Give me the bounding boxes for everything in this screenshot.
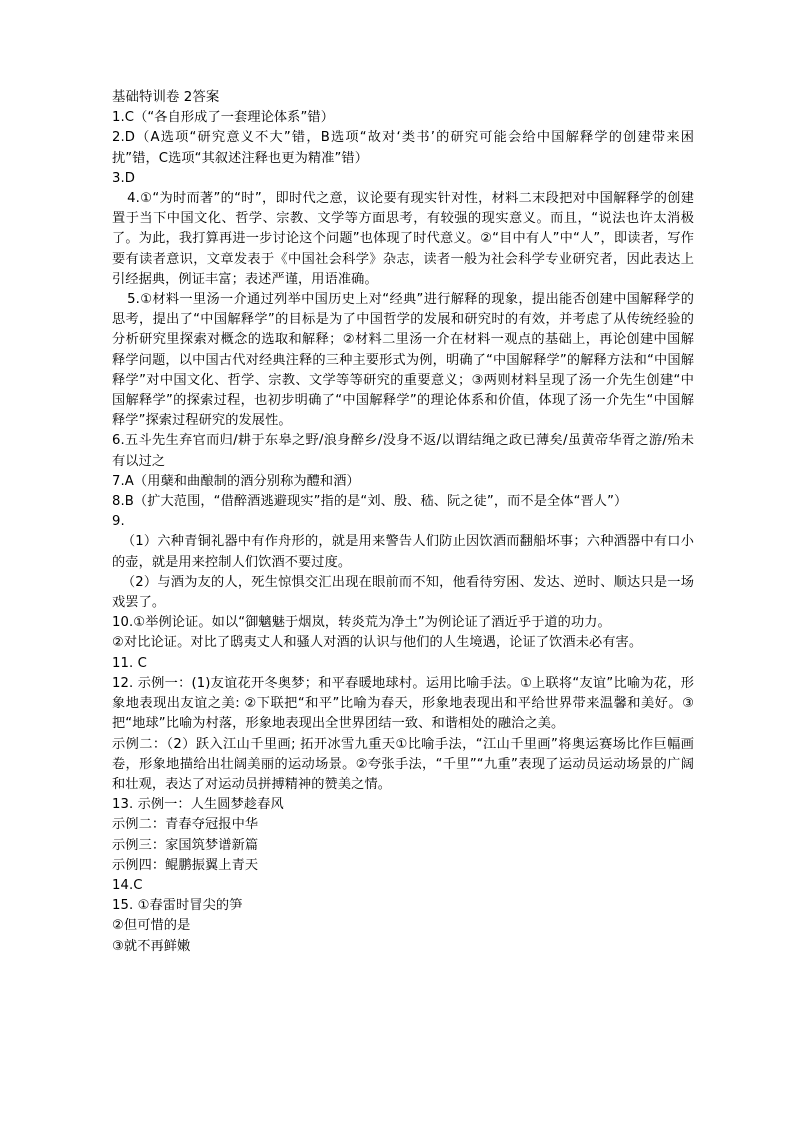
answer-item-11: 11. C bbox=[112, 655, 147, 671]
page-title: 基础特训卷 2答案 bbox=[112, 90, 220, 105]
answer-item-2: 2.D（A选项“研究意义不大”错，B选项“故对‘类书’的研究可能会给中国解释学的创建带来困扰”错，C选项“其叙述注释也更为精准”错） bbox=[112, 130, 694, 166]
answer-item-4: 4.①“为时而著”的“时”，即时代之意，议论要有现实针对性，材料二末段把对中国解释学的创建置于当下中国文化、哲学、宗教、文学等方面思考，有较强的现实意义。而且，“说法也许太消极了。为此，我打算再进一步讨论这个问题”也体现了时代意义。②“目中有人”中“人”，即读者，写作要有读者意识，文章发表于《中国社会科学》杂志，读者一般为社会科学专业研究者，因此表达上引经据典，例证丰富；表述严谨，用语准确。 bbox=[112, 191, 694, 287]
answer-item-9: 9. bbox=[112, 514, 125, 530]
answer-item-9-sub-2: （2）与酒为友的人，死生惊惧交汇出现在眼前而不知，他看待穷困、发达、逆时、顺达只是一场戏罢了。 bbox=[112, 574, 694, 611]
answer-item-15-sub-3: ③就不再鲜嫩 bbox=[112, 938, 191, 954]
answer-item-9-sub-1: （1）六种青铜礼器中有作舟形的，就是用来警告人们防止因饮酒而翻船坏事；六种酒器中有口小的壶，就是用来控制人们饮酒不要过度。 bbox=[112, 534, 694, 570]
answer-item-14: 14.C bbox=[112, 877, 143, 893]
answer-item-3: 3.D bbox=[112, 170, 136, 186]
answer-item-7: 7.A（用蘖和曲酿制的酒分别称为醴和酒） bbox=[112, 473, 360, 489]
answer-item-13-example-1: 13. 示例一：人生圆梦趁春风 bbox=[112, 797, 284, 813]
answer-item-1: 1.C（“各自形成了一套理论体系”错） bbox=[112, 110, 334, 126]
answer-item-12-example-1: 12. 示例一：(1)友谊花开冬奥梦；和平春暖地球村。运用比喻手法。①上联将“友谊”比喻为花，形象地表现出友谊之美: ②下联把“和平”比喻为春天，形象地表现出和平给世界带来温馨和美好。③把“地球”比喻为村落，形象地表现出全世界团结一致、和谐相处的融洽之美。 bbox=[112, 675, 694, 732]
answer-item-10-sub-2: ②对比论证。对比了鸱夷丈人和骚人对酒的认识与他们的人生境遇，论证了饮酒未必有害。 bbox=[112, 635, 643, 651]
answer-item-12-example-2: 示例二：（2）跃入江山千里画; 拓开冰雪九重天①比喻手法，“江山千里画”将奥运赛场比作巨幅画卷，形象地描给出壮阔美丽的运动场景。②夸张手法，“千里”“九重”表现了运动员运动场景的广阔和壮观，表达了对运动员拼搏精神的赞美之情。 bbox=[112, 736, 694, 792]
answer-item-15-sub-1: 15. ①春雷时冒尖的笋 bbox=[112, 898, 243, 914]
answer-item-13-example-3: 示例三：家国筑梦谱新篇 bbox=[112, 837, 259, 853]
answer-item-15-sub-2: ②但可惜的是 bbox=[112, 918, 191, 934]
answer-item-10-sub-1: 10.①举例论证。如以“御魑魅于烟岚，转炎荒为净土”为例论证了酒近乎于道的功力。 bbox=[112, 615, 611, 631]
answer-item-6: 6.五斗先生弃官而归/耕于东皋之野/浪身醉乡/没身不返/以谓结绳之政已薄矣/虽黄帝华胥之游/殆未有以过之 bbox=[112, 433, 694, 469]
document-body bbox=[112, 88, 694, 957]
answer-item-13-example-2: 示例二：青春夺冠报中华 bbox=[112, 817, 259, 833]
answer-item-8: 8.B（扩大范围，“借醉酒逃避现实”指的是“刘、殷、嵇、阮之徒”，而不是全体“晋人”） bbox=[112, 494, 628, 510]
answer-item-13-example-4: 示例四：鲲鹏振翼上青天 bbox=[112, 857, 259, 873]
answer-item-5: 5.①材料一里汤一介通过列举中国历史上对“经典”进行解释的现象，提出能否创建中国解释学的思考，提出了“中国解释学”的目标是为了中国哲学的发展和研究时的有效，并考虑了从传统经验的分析研究里探索对概念的选取和解释；②材料二里汤一介在材料一观点的基础上，再论创建中国解释学问题，以中国古代对经典注释的三种主要形式为例，明确了“中国解释学”的解释方法和“中国解释学”对中国文化、哲学、宗教、文学等等研究的重要意义；③两则材料呈现了汤一介先生创建“中国解释学”的探索过程，也初步明确了“中国解释学”的理论体系和价值，体现了汤一介先生“中国解释学”探索过程研究的发展性。 bbox=[112, 292, 694, 429]
